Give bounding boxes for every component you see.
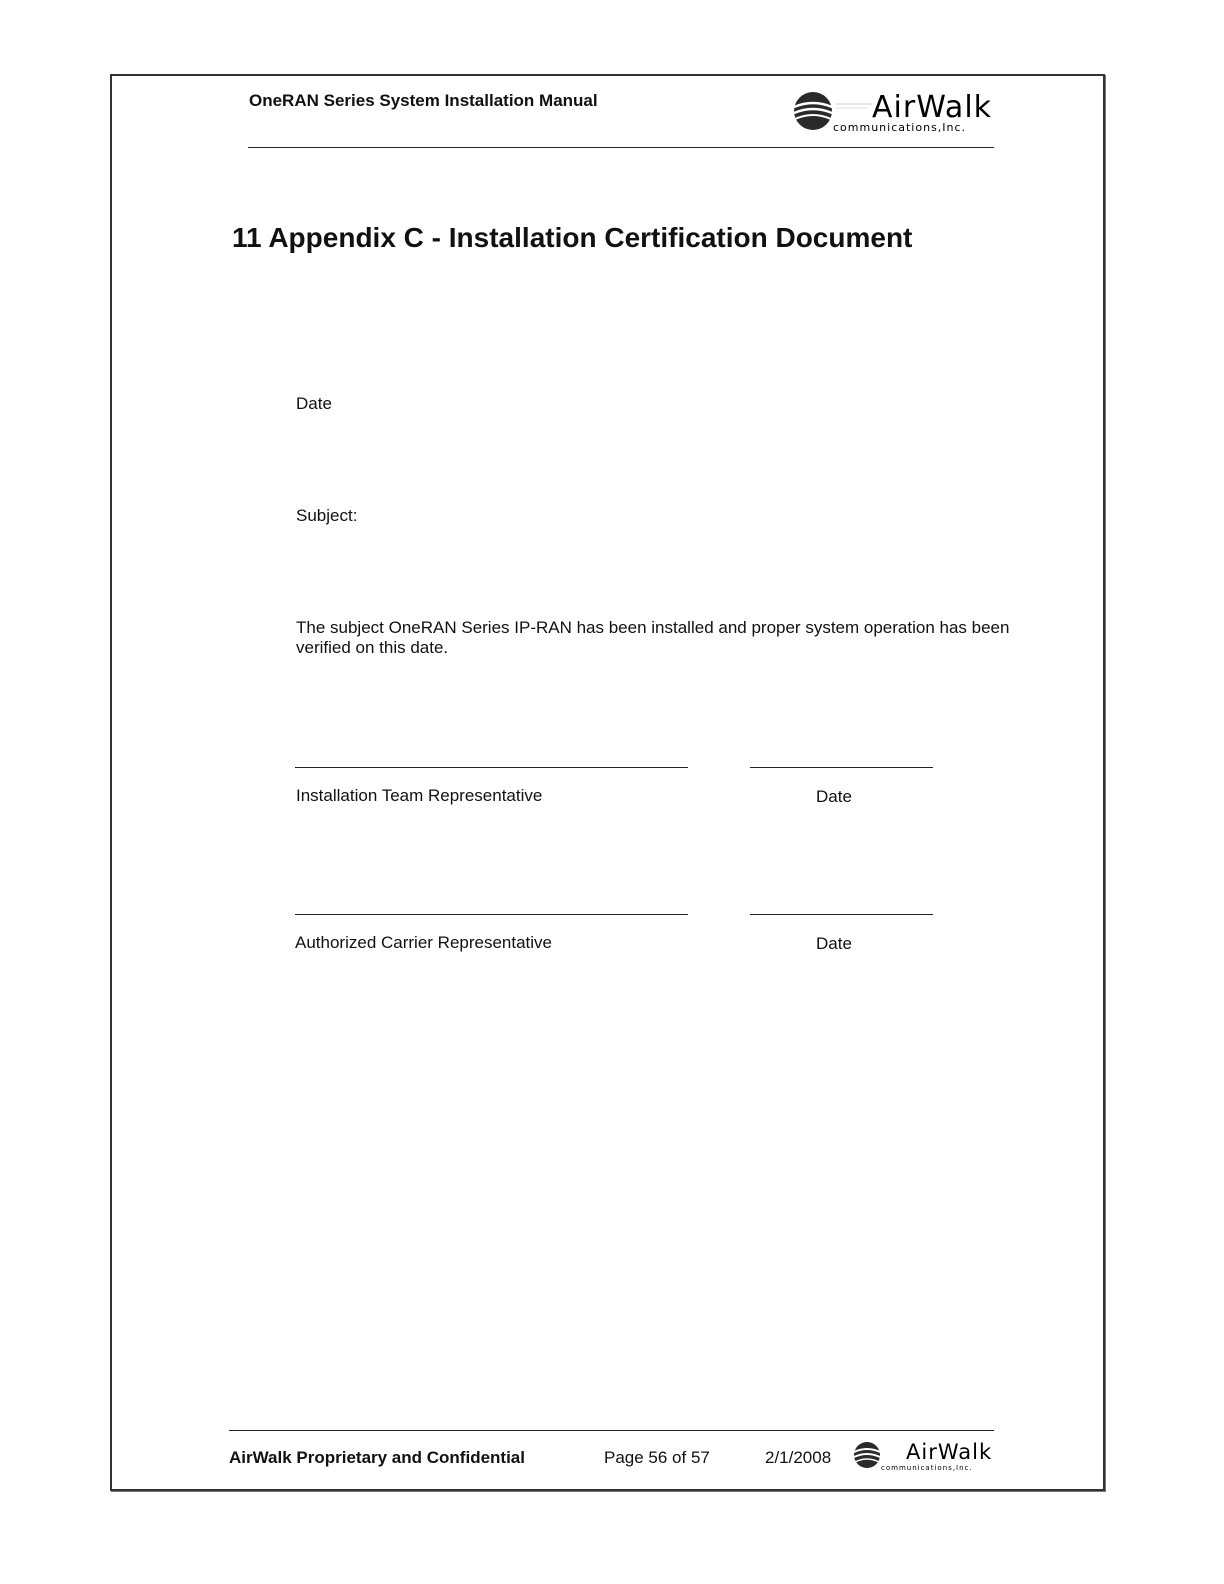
footer-logo-tagline: communications,Inc. xyxy=(881,1464,973,1472)
logo-tagline: communications,Inc. xyxy=(833,121,967,134)
signature-line-installer[interactable] xyxy=(295,767,688,768)
signature-date-label-installer: Date xyxy=(816,787,852,806)
signature-line-carrier[interactable] xyxy=(295,914,688,915)
header-title: OneRAN Series System Installation Manual xyxy=(249,91,598,110)
airwalk-logo xyxy=(792,86,1007,136)
signature-date-line-carrier[interactable] xyxy=(750,914,933,915)
subject-label: Subject: xyxy=(296,506,358,525)
signature-label-installer: Installation Team Representative xyxy=(296,786,543,805)
footer-date: 2/1/2008 xyxy=(765,1448,832,1467)
page-frame xyxy=(110,74,1105,1491)
footer-confidential: AirWalk Proprietary and Confidential xyxy=(229,1448,525,1467)
footer-logo-name: AirWalk xyxy=(906,1440,993,1464)
certification-statement: The subject OneRAN Series IP-RAN has been installed and proper system operation has been verified on this date. xyxy=(296,618,1010,657)
signature-label-carrier: Authorized Carrier Representative xyxy=(295,933,553,952)
footer-rule xyxy=(229,1430,994,1431)
header-rule xyxy=(248,147,994,148)
logo-name: AirWalk xyxy=(872,90,993,125)
signature-date-label-carrier: Date xyxy=(816,934,852,953)
footer-airwalk-logo xyxy=(852,1437,1002,1473)
footer-page-number: Page 56 of 57 xyxy=(604,1448,710,1467)
globe-icon xyxy=(854,1442,880,1468)
date-label: Date xyxy=(296,394,332,413)
section-heading: 11 Appendix C - Installation Certification Document xyxy=(232,222,913,253)
signature-date-line-installer[interactable] xyxy=(750,767,933,768)
